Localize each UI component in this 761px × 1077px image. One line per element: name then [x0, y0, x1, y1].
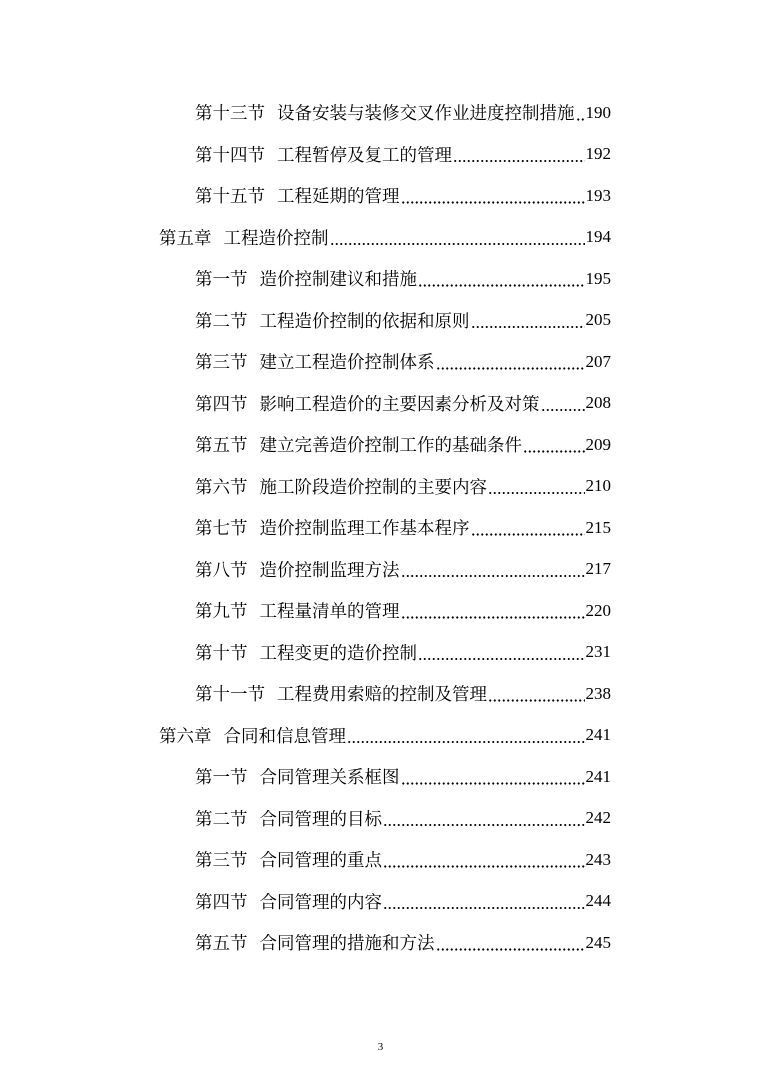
toc-entry-title: 设备安装与装修交叉作业进度控制措施 [277, 104, 575, 125]
toc-entry-prefix: 第二节 [195, 311, 248, 332]
toc-entry-prefix: 第一节 [195, 270, 248, 291]
toc-entry-page: 244 [585, 891, 611, 911]
toc-entry-prefix: 第五节 [195, 436, 248, 457]
toc-entry-prefix: 第三节 [195, 851, 248, 872]
toc-entry-page: 190 [585, 102, 611, 122]
toc-entry[interactable] [0, 92, 611, 134]
dot-leader [471, 519, 585, 537]
toc-entry-title: 影响工程造价的主要因素分析及对策 [259, 394, 540, 415]
dot-leader [401, 561, 585, 579]
toc-chapter-entry[interactable] [0, 715, 611, 757]
toc-entry-title: 合同管理的内容 [259, 892, 382, 913]
toc-entry-page: 192 [585, 144, 611, 164]
toc-entry-title: 工程费用索赔的控制及管理 [277, 685, 487, 706]
dot-leader [418, 644, 585, 662]
toc-entry-prefix: 第八节 [195, 560, 248, 581]
toc-entry-title: 造价控制监理方法 [259, 560, 400, 581]
toc-entry-title: 工程量清单的管理 [259, 602, 400, 623]
toc-entry[interactable] [0, 258, 611, 300]
toc-entry-page: 210 [585, 476, 611, 496]
dot-leader [418, 270, 585, 288]
toc-entry[interactable] [0, 673, 611, 715]
toc-entry-page: 209 [585, 434, 611, 454]
toc-entry-page: 208 [585, 393, 611, 413]
toc-entry-prefix: 第十五节 [195, 187, 265, 208]
toc-entry[interactable] [0, 341, 611, 383]
dot-leader [347, 727, 585, 745]
dot-leader [330, 229, 585, 247]
toc-entry-title: 工程暂停及复工的管理 [277, 145, 452, 166]
toc-entry-page: 217 [585, 559, 611, 579]
dot-leader [436, 353, 585, 371]
toc-entry-prefix: 第十节 [195, 643, 248, 664]
toc-entry-page: 243 [585, 849, 611, 869]
table-of-contents [0, 92, 761, 964]
dot-leader [453, 146, 585, 164]
toc-entry[interactable] [0, 300, 611, 342]
toc-entry-prefix: 第九节 [195, 602, 248, 623]
toc-entry-title: 合同和信息管理 [223, 726, 346, 747]
toc-entry[interactable] [0, 922, 611, 964]
toc-entry-prefix: 第六章 [159, 726, 212, 747]
dot-leader [383, 851, 585, 869]
toc-entry-page: 241 [585, 725, 611, 745]
toc-entry-title: 合同管理的措施和方法 [259, 934, 435, 955]
toc-entry-title: 合同管理关系框图 [259, 768, 400, 789]
toc-entry-page: 241 [585, 766, 611, 786]
toc-entry-page: 242 [585, 808, 611, 828]
dot-leader [576, 104, 585, 122]
dot-leader [383, 810, 585, 828]
toc-entry-prefix: 第六节 [195, 477, 248, 498]
toc-entry-prefix: 第三节 [195, 353, 248, 374]
toc-entry-page: 193 [585, 185, 611, 205]
toc-entry[interactable] [0, 175, 611, 217]
toc-entry-prefix: 第五节 [195, 934, 248, 955]
toc-entry-prefix: 第十四节 [195, 145, 265, 166]
toc-chapter-entry[interactable] [0, 217, 611, 259]
toc-entry-prefix: 第五章 [159, 228, 212, 249]
dot-leader [401, 602, 585, 620]
dot-leader [383, 893, 585, 911]
dot-leader [471, 312, 585, 330]
toc-entry-prefix: 第二节 [195, 809, 248, 830]
toc-entry-prefix: 第七节 [195, 519, 248, 540]
dot-leader [488, 478, 585, 496]
toc-entry-title: 建立完善造价控制工作的基础条件 [259, 436, 522, 457]
toc-entry-title: 合同管理的重点 [259, 851, 382, 872]
toc-entry-prefix: 第十三节 [195, 104, 265, 125]
toc-entry-page: 245 [585, 932, 611, 952]
toc-entry-prefix: 第四节 [195, 394, 248, 415]
toc-entry[interactable] [0, 756, 611, 798]
dot-leader [401, 187, 585, 205]
dot-leader [541, 395, 585, 413]
toc-entry[interactable] [0, 383, 611, 425]
toc-entry[interactable] [0, 424, 611, 466]
toc-entry-title: 工程造价控制 [223, 228, 329, 249]
toc-entry[interactable] [0, 507, 611, 549]
dot-leader [488, 685, 585, 703]
toc-entry-page: 205 [585, 310, 611, 330]
toc-entry[interactable] [0, 839, 611, 881]
toc-entry-title: 施工阶段造价控制的主要内容 [259, 477, 487, 498]
toc-entry[interactable] [0, 466, 611, 508]
toc-entry-page: 207 [585, 351, 611, 371]
toc-entry[interactable] [0, 881, 611, 923]
toc-entry-prefix: 第一节 [195, 768, 248, 789]
dot-leader [401, 768, 585, 786]
toc-entry-page: 195 [585, 268, 611, 288]
toc-entry-title: 工程变更的造价控制 [259, 643, 417, 664]
toc-entry[interactable] [0, 632, 611, 674]
toc-entry-page: 215 [585, 517, 611, 537]
toc-entry-prefix: 第十一节 [195, 685, 265, 706]
toc-entry[interactable] [0, 134, 611, 176]
toc-entry-title: 工程延期的管理 [277, 187, 400, 208]
toc-entry-page: 220 [585, 600, 611, 620]
toc-entry-page: 238 [585, 683, 611, 703]
toc-entry-title: 建立工程造价控制体系 [259, 353, 435, 374]
toc-entry-title: 工程造价控制的依据和原则 [259, 311, 470, 332]
toc-entry-title: 造价控制建议和措施 [259, 270, 417, 291]
toc-entry[interactable] [0, 798, 611, 840]
toc-entry[interactable] [0, 590, 611, 632]
dot-leader [523, 436, 585, 454]
toc-entry-prefix: 第四节 [195, 892, 248, 913]
toc-entry-title: 造价控制监理工作基本程序 [259, 519, 470, 540]
page-number: 3 [377, 1041, 384, 1053]
toc-entry-title: 合同管理的目标 [259, 809, 382, 830]
toc-entry-page: 231 [585, 642, 611, 662]
toc-entry[interactable] [0, 549, 611, 591]
toc-entry-page: 194 [585, 227, 611, 247]
dot-leader [436, 934, 585, 952]
